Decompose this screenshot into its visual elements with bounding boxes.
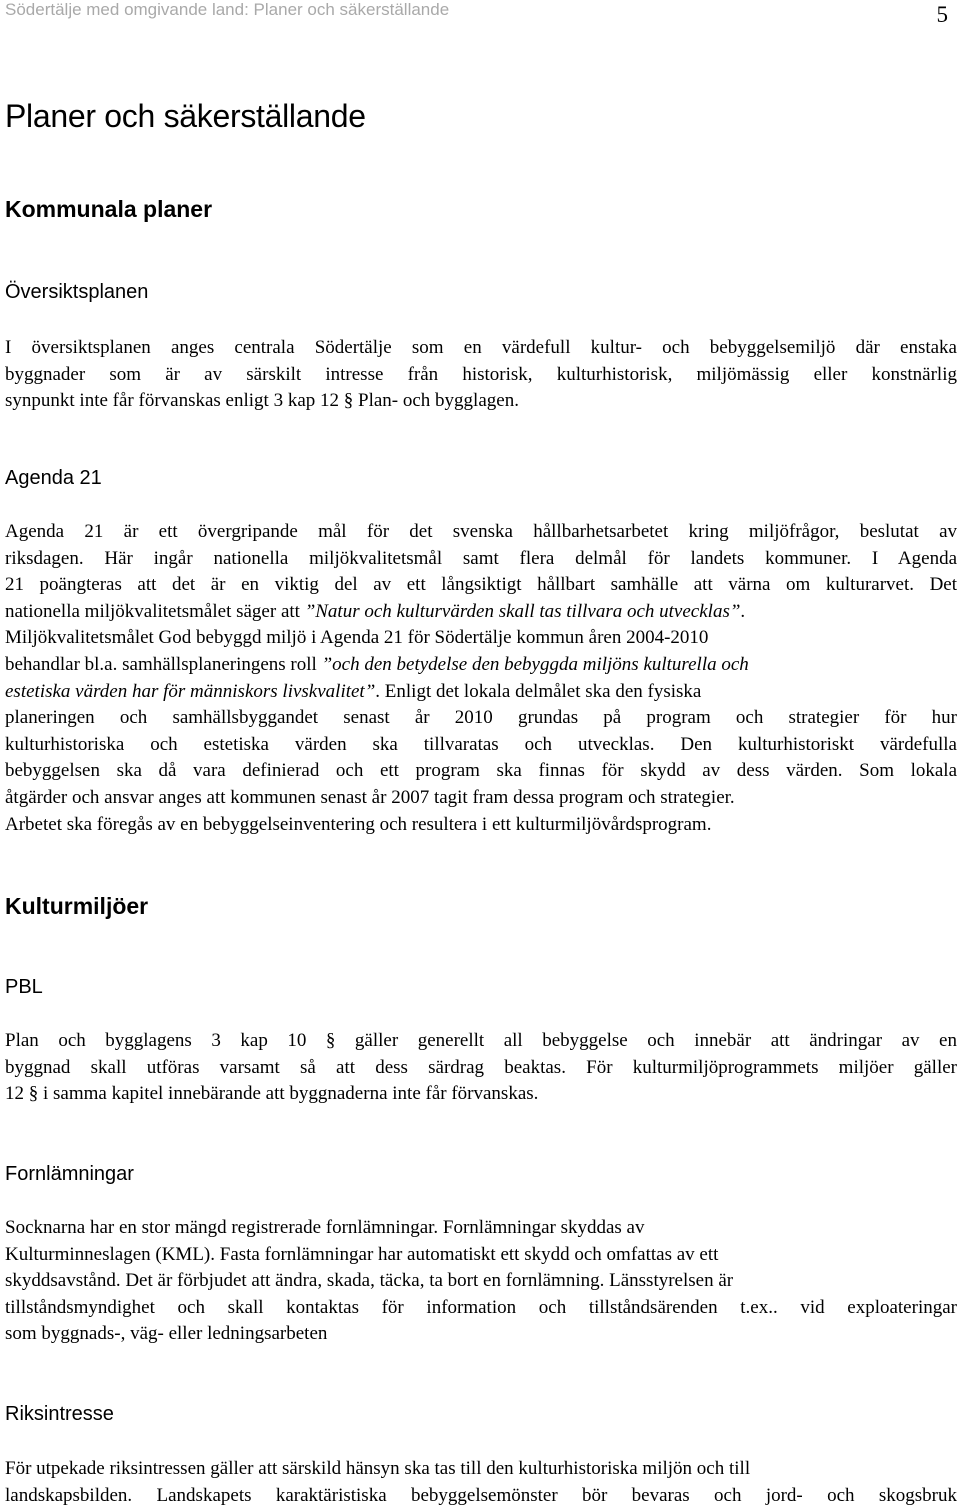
- text-line: bebyggelsen ska då vara definierad och ett program ska finnas för skydd av dess värden. Som lokala: [5, 760, 957, 782]
- text-line: Agenda 21 är ett övergripande mål för det svenska hållbarhetsarbetet kring miljöfrågor, beslutat av: [5, 521, 957, 542]
- page-number: 5: [936, 2, 948, 27]
- quote-text: ”och den betydelse den bebyggda miljöns kulturella och: [321, 653, 749, 675]
- text-line: byggnad skall utföras varsamt så att dess särdrag beaktas. För kulturmiljöprogrammets miljöer gäller: [5, 1056, 957, 1078]
- heading-agenda-21: Agenda 21: [5, 467, 102, 489]
- paragraph-oversiktsplanen: [5, 335, 957, 415]
- text-line: För utpekade riksintressen gäller att särskild hänsyn ska tas till den kulturhistoriska miljön och till: [5, 1458, 751, 1479]
- text-run: . Enligt det lokala delmålet ska den fysiska: [375, 680, 702, 702]
- text-line: 12 § i samma kapitel innebärande att byggnaderna inte får förvanskas.: [5, 1083, 539, 1105]
- quote-text: ”Natur och kulturvärden skall tas tillvara och utvecklas”: [304, 600, 741, 622]
- text-line: I översiktsplanen anges centrala Södertälje som en värdefull kultur- och bebyggelsemiljö där enstaka: [5, 337, 957, 358]
- quote-text: estetiska värden har för människors livskvalitet”: [5, 680, 376, 702]
- heading-kommunala-planer: Kommunala planer: [5, 196, 213, 222]
- text-run: nationella miljökvalitetsmålet säger att: [5, 600, 305, 622]
- text-run: .: [740, 600, 746, 622]
- text-line: synpunkt inte får förvanskas enligt 3 kap 12 § Plan- och bygglagen.: [5, 390, 519, 412]
- text-line: landskapsbilden. Landskapets karaktäristiska bebyggelsemönster bör bevaras och jord- och skogsbruk: [5, 1484, 957, 1506]
- text-line: tillståndsmyndighet och skall kontaktas för information och tillståndsärenden t.ex.. vid exploateringar: [5, 1296, 957, 1318]
- heading-riksintresse: Riksintresse: [5, 1403, 114, 1425]
- paragraph-pbl: [5, 1028, 957, 1108]
- heading-pbl: PBL: [5, 976, 43, 998]
- text-line: [5, 599, 957, 626]
- paragraph-agenda-21: [5, 519, 957, 838]
- text-line: Socknarna har en stor mängd registrerade fornlämningar. Fornlämningar skyddas av: [5, 1217, 645, 1238]
- text-line: 21 poängteras att det är en viktig del av ett långsiktigt hållbart samhälle att värna om kulturarvet. Det: [5, 574, 957, 596]
- heading-fornlamningar: Fornlämningar: [5, 1163, 134, 1185]
- heading-kulturmiljoer: Kulturmiljöer: [5, 893, 149, 919]
- paragraph-fornlamningar: [5, 1215, 957, 1348]
- text-run: behandlar bl.a. samhällsplaneringens roll: [5, 653, 322, 675]
- text-line: byggnader som är av särskilt intresse från historisk, kulturhistorisk, miljömässig eller konstnärlig: [5, 363, 957, 385]
- text-line: Kulturminneslagen (KML). Fasta fornlämningar har automatiskt ett skydd och omfattas av ett: [5, 1243, 719, 1265]
- text-line: Miljökvalitetsmålet God bebyggd miljö i Agenda 21 för Södertälje kommun åren 2004-2010: [5, 627, 709, 649]
- text-line: [5, 652, 957, 679]
- running-header: Södertälje med omgivande land: Planer och säkerställande: [5, 0, 450, 19]
- text-line: planeringen och samhällsbyggandet senast år 2010 grundas på program och strategier för hur: [5, 707, 957, 729]
- text-line: riksdagen. Här ingår nationella miljökvalitetsmål samt flera delmål för landets kommuner. I Agenda: [5, 547, 957, 569]
- text-line: skyddsavstånd. Det är förbjudet att ändra, skada, täcka, ta bort en fornlämning. Länsstyrelsen är: [5, 1270, 734, 1292]
- text-line: som byggnads-, väg- eller ledningsarbeten: [5, 1323, 328, 1345]
- paragraph-riksintresse: [5, 1456, 957, 1509]
- text-line: Arbetet ska föregås av en bebyggelseinventering och resultera i ett kulturmiljövårdsprogram.: [5, 813, 712, 835]
- text-line: Plan och bygglagens 3 kap 10 § gäller generellt all bebyggelse och innebär att ändringar av en: [5, 1030, 957, 1051]
- heading-oversiktsplanen: Översiktsplanen: [5, 281, 149, 303]
- text-line: åtgärder och ansvar anges att kommunen senast år 2007 tagit fram dessa program och strategier.: [5, 786, 735, 808]
- text-line: [5, 679, 957, 706]
- page-title: Planer och säkerställande: [5, 98, 366, 134]
- text-line: kulturhistoriska och estetiska värden ska tillvaratas och utvecklas. Den kulturhistoriskt värdefulla: [5, 733, 957, 755]
